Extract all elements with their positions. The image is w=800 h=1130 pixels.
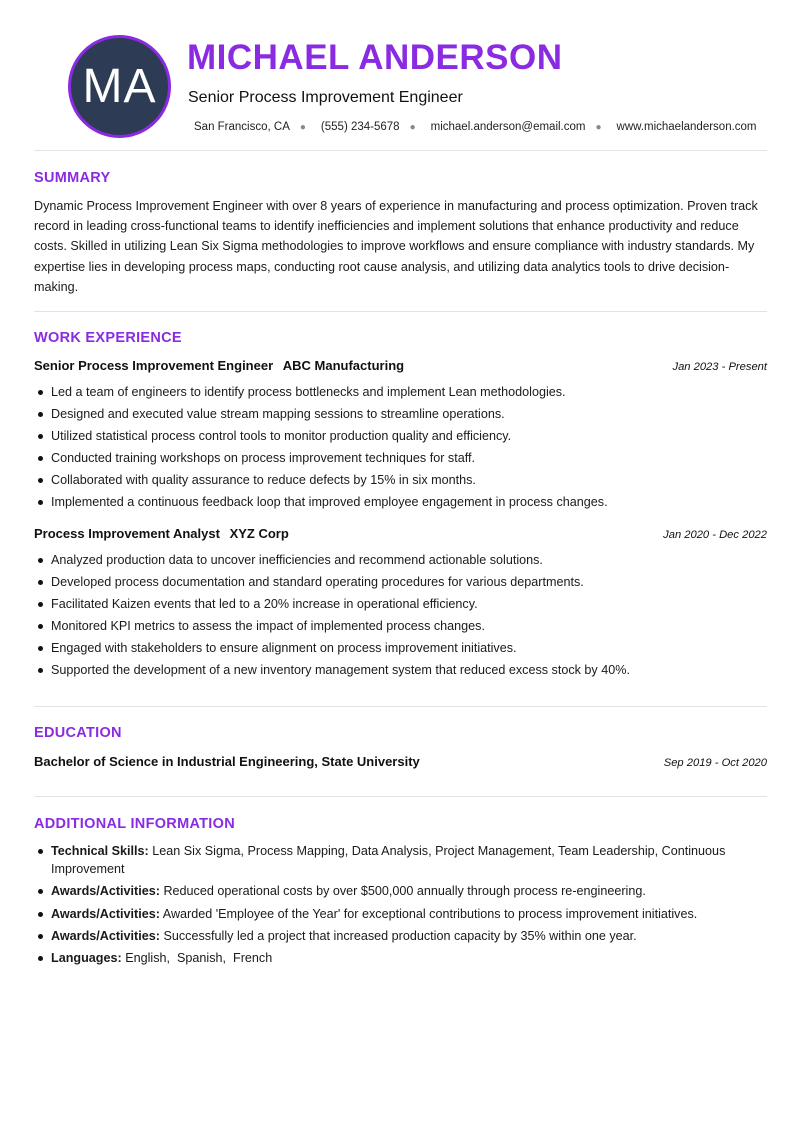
item-label: Awards/Activities: bbox=[51, 884, 160, 899]
job-heading bbox=[34, 526, 289, 541]
divider bbox=[34, 150, 767, 151]
contact-phone: (555) 234-5678 bbox=[320, 121, 400, 133]
avatar bbox=[68, 35, 171, 138]
list-item: Analyzed production data to uncover inefficiencies and recommend actionable solutions. bbox=[34, 549, 774, 571]
job-company: ABC Manufacturing bbox=[282, 358, 405, 373]
separator-dot: ● bbox=[299, 121, 306, 133]
item-label: Technical Skills: bbox=[51, 844, 149, 858]
job-role: Process Improvement Analyst bbox=[34, 526, 220, 541]
list-item: Utilized statistical process control tools to monitor production quality and efficiency. bbox=[34, 425, 774, 447]
list-item: Led a team of engineers to identify process bottlenecks and implement Lean methodologies. bbox=[34, 381, 774, 403]
list-item: Designed and executed value stream mapping sessions to streamline operations. bbox=[34, 403, 774, 425]
avatar-initials: MA bbox=[82, 60, 157, 113]
contact-email[interactable]: michael.anderson@email.com bbox=[430, 121, 586, 133]
item-label: Awards/Activities: bbox=[51, 906, 160, 921]
job-header bbox=[34, 526, 767, 541]
additional-list bbox=[34, 842, 774, 971]
list-item: Supported the development of a new inventory management system that reduced excess stock by 40%. bbox=[34, 659, 774, 681]
contact-location: San Francisco, CA bbox=[194, 121, 290, 133]
item-label: Awards/Activities: bbox=[51, 928, 160, 943]
experience-heading: WORK EXPERIENCE bbox=[34, 330, 182, 346]
item-text: English, Spanish, French bbox=[125, 951, 273, 966]
job-dates: Jan 2020 - Dec 2022 bbox=[663, 529, 767, 541]
job-company: XYZ Corp bbox=[229, 526, 289, 541]
item-text: Awarded 'Employee of the Year' for exceptional contributions to process improvement initiatives. bbox=[162, 906, 698, 921]
list-item: Engaged with stakeholders to ensure alignment on process improvement initiatives. bbox=[34, 637, 774, 659]
divider bbox=[34, 311, 767, 312]
list-item: Developed process documentation and standard operating procedures for various departments. bbox=[34, 571, 774, 593]
job-bullets bbox=[34, 381, 774, 514]
job-bullets bbox=[34, 549, 774, 682]
item-label: Languages: bbox=[51, 951, 122, 966]
list-item: Monitored KPI metrics to assess the impact of implemented process changes. bbox=[34, 615, 774, 637]
resume-header bbox=[34, 0, 767, 150]
list-item bbox=[34, 927, 774, 945]
education-entry bbox=[34, 754, 767, 769]
list-item bbox=[34, 882, 774, 900]
list-item: Conducted training workshops on process improvement techniques for staff. bbox=[34, 447, 774, 469]
divider bbox=[34, 796, 767, 797]
divider bbox=[34, 706, 767, 707]
education-degree: Bachelor of Science in Industrial Engineering, State University bbox=[34, 754, 420, 769]
list-item bbox=[34, 842, 774, 878]
job-header bbox=[34, 358, 767, 373]
job-dates: Jan 2023 - Present bbox=[672, 361, 767, 373]
list-item: Facilitated Kaizen events that led to a 20% increase in operational efficiency. bbox=[34, 593, 774, 615]
candidate-title: Senior Process Improvement Engineer bbox=[188, 89, 463, 106]
item-text: Reduced operational costs by over $500,000 annually through process re-engineering. bbox=[163, 884, 646, 899]
education-dates: Sep 2019 - Oct 2020 bbox=[663, 757, 767, 769]
list-item: Collaborated with quality assurance to reduce defects by 15% in six months. bbox=[34, 469, 774, 491]
education-heading: EDUCATION bbox=[34, 725, 122, 741]
summary-heading: SUMMARY bbox=[34, 170, 111, 186]
contact-website[interactable]: www.michaelanderson.com bbox=[616, 121, 757, 133]
separator-dot: ● bbox=[595, 121, 602, 133]
item-text: Lean Six Sigma, Process Mapping, Data Analysis, Project Management, Team Leadership, Continuous Improvement bbox=[51, 844, 726, 876]
item-text: Successfully led a project that increased production capacity by 35% within one year. bbox=[163, 928, 637, 943]
contact-info bbox=[194, 121, 757, 133]
separator-dot: ● bbox=[409, 121, 416, 133]
list-item bbox=[34, 949, 774, 967]
summary-text: Dynamic Process Improvement Engineer with over 8 years of experience in manufacturing and process optimization. Proven track record in leading cross-functional teams to identify inefficiencies and implement solutions that enhance productivity and reduce costs. Skilled in utilizing Lean Six Sigma methodologies to improve workflows and ensure compliance with industry standards. My expertise lies in developing process maps, conducting root cause analysis, and utilizing data analytics tools to drive decision-making. bbox=[34, 199, 758, 294]
list-item bbox=[34, 905, 774, 923]
list-item: Implemented a continuous feedback loop that improved employee engagement in process changes. bbox=[34, 491, 774, 513]
candidate-name: MICHAEL ANDERSON bbox=[187, 38, 563, 77]
job-heading bbox=[34, 358, 404, 373]
additional-heading: ADDITIONAL INFORMATION bbox=[34, 816, 235, 832]
job-role: Senior Process Improvement Engineer bbox=[34, 358, 274, 373]
